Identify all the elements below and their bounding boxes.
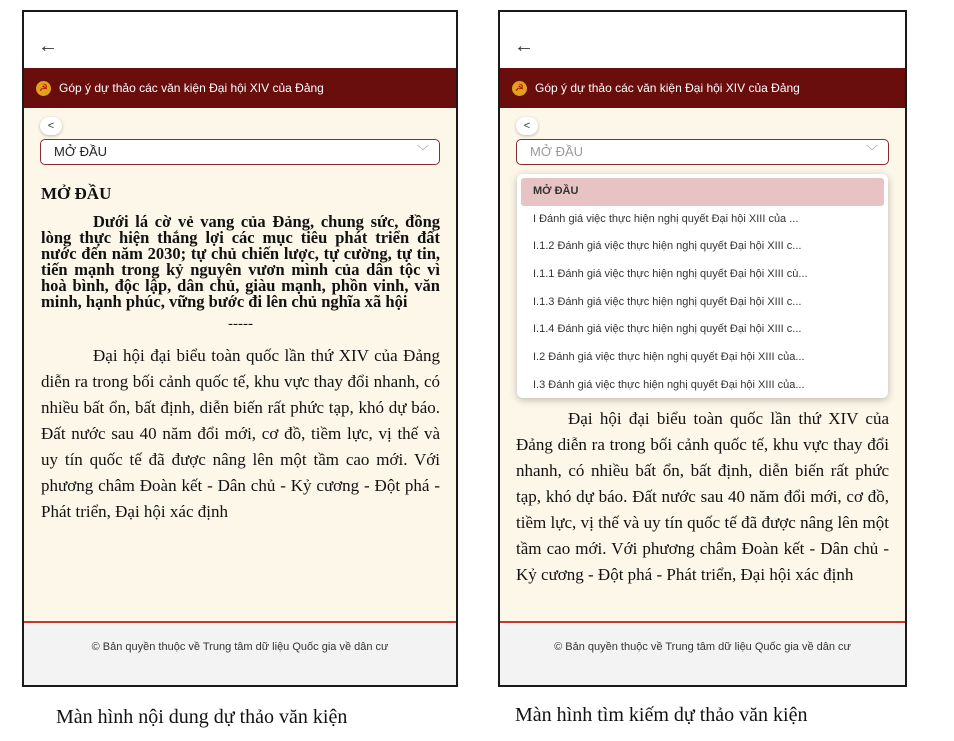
dropdown-item[interactable]: I.2 Đánh giá việc thực hiện nghị quyết Đại hội XIII của... bbox=[533, 351, 805, 364]
back-arrow-icon[interactable]: ← bbox=[514, 35, 534, 57]
document-body bbox=[516, 406, 889, 588]
app-banner bbox=[500, 68, 905, 108]
top-bar bbox=[24, 12, 456, 68]
back-arrow-icon[interactable]: ← bbox=[38, 35, 58, 57]
dropdown-item[interactable]: I.1.4 Đánh giá việc thực hiện nghị quyết Đại hội XIII c... bbox=[533, 323, 802, 336]
dropdown-item[interactable]: I.1.1 Đánh giá việc thực hiện nghị quyết Đại hội XIII cù... bbox=[533, 268, 808, 281]
section-select[interactable] bbox=[40, 139, 440, 165]
section-select-value: MỞ ĐẦU bbox=[54, 144, 108, 159]
section-select[interactable] bbox=[516, 139, 889, 165]
previous-section-button[interactable]: < bbox=[516, 117, 538, 135]
dropdown-item[interactable]: MỞ ĐẦU bbox=[521, 178, 884, 206]
party-emblem-icon: ☭ bbox=[36, 81, 51, 96]
banner-title: Góp ý dự thảo các văn kiện Đại hội XIV của Đảng bbox=[535, 81, 800, 95]
section-select-placeholder: MỞ ĐẦU bbox=[530, 144, 584, 159]
top-bar bbox=[500, 12, 905, 68]
chevron-down-icon: ﹀ bbox=[865, 144, 878, 158]
document-content bbox=[500, 108, 905, 621]
copyright-footer: © Bản quyền thuộc về Trung tâm dữ liệu Quốc gia về dân cư bbox=[500, 621, 905, 685]
body-paragraph: Đại hội đại biểu toàn quốc lần thứ XIV của Đảng diễn ra trong bối cảnh quốc tế, khu vực thay đổi nhanh, có nhiều bất ổn, bất định, diễn biến rất phức tạp, khó dự báo. Đất nước sau 40 năm đổi mới, cơ đồ, tiềm lực, vị thế và uy tín quốc tế đã được nâng lên một tầm cao mới. Với phương châm Đoàn kết - Dân chủ - Kỷ cương - Đột phá - Phát triển, Đại hội xác định bbox=[516, 409, 889, 584]
previous-section-button[interactable]: < bbox=[40, 117, 62, 135]
party-emblem-icon: ☭ bbox=[512, 81, 527, 96]
body-paragraph: Đại hội đại biểu toàn quốc lần thứ XIV của Đảng diễn ra trong bối cảnh quốc tế, khu vực thay đổi nhanh, có nhiều bất ổn, bất định, diễn biến rất phức tạp, khó dự báo. Đất nước sau 40 năm đổi mới, cơ đồ, tiềm lực, vị thế và uy tín quốc tế đã được nâng lên một tầm cao mới. Với phương châm Đoàn kết - Dân chủ - Kỷ cương - Đột phá - Phát triển, Đại hội xác định bbox=[41, 346, 440, 521]
section-heading: MỞ ĐẦU bbox=[41, 184, 112, 203]
caption-right: Màn hình tìm kiếm dự thảo văn kiện bbox=[515, 704, 808, 726]
section-dropdown bbox=[517, 174, 888, 398]
banner-title: Góp ý dự thảo các văn kiện Đại hội XIV của Đảng bbox=[59, 81, 324, 95]
document-content bbox=[24, 108, 456, 621]
app-banner bbox=[24, 68, 456, 108]
content-screen bbox=[22, 10, 458, 687]
document-body bbox=[41, 184, 440, 525]
dropdown-item[interactable]: I.1.2 Đánh giá việc thực hiện nghị quyết Đại hội XIII c... bbox=[533, 240, 802, 253]
separator: ----- bbox=[228, 316, 253, 332]
search-screen bbox=[498, 10, 907, 687]
intro-paragraph: Dưới lá cờ vẻ vang của Đảng, chung sức, đồng lòng thực hiện thắng lợi các mục tiêu phát triển đất nước đến năm 2030; tự chủ chiến lược, tự cường, tự tin, tiến mạnh trong kỷ nguyên vươn mình của dân tộc vì hoà bình, độc lập, dân chủ, giàu mạnh, phồn vinh, văn minh, hạnh phúc, vững bước đi lên chủ nghĩa xã hội bbox=[41, 212, 440, 311]
dropdown-item[interactable]: I.3 Đánh giá việc thực hiện nghị quyết Đại hội XIII của... bbox=[533, 378, 805, 391]
chevron-down-icon: ﹀ bbox=[416, 144, 429, 158]
dropdown-item[interactable]: I Đánh giá việc thực hiện nghị quyết Đại hội XIII của ... bbox=[533, 212, 799, 225]
dropdown-item[interactable]: I.1.3 Đánh giá việc thực hiện nghị quyết Đại hội XIII c... bbox=[533, 295, 802, 308]
copyright-footer: © Bản quyền thuộc về Trung tâm dữ liệu Quốc gia về dân cư bbox=[24, 621, 456, 685]
caption-left: Màn hình nội dung dự thảo văn kiện bbox=[56, 706, 348, 728]
